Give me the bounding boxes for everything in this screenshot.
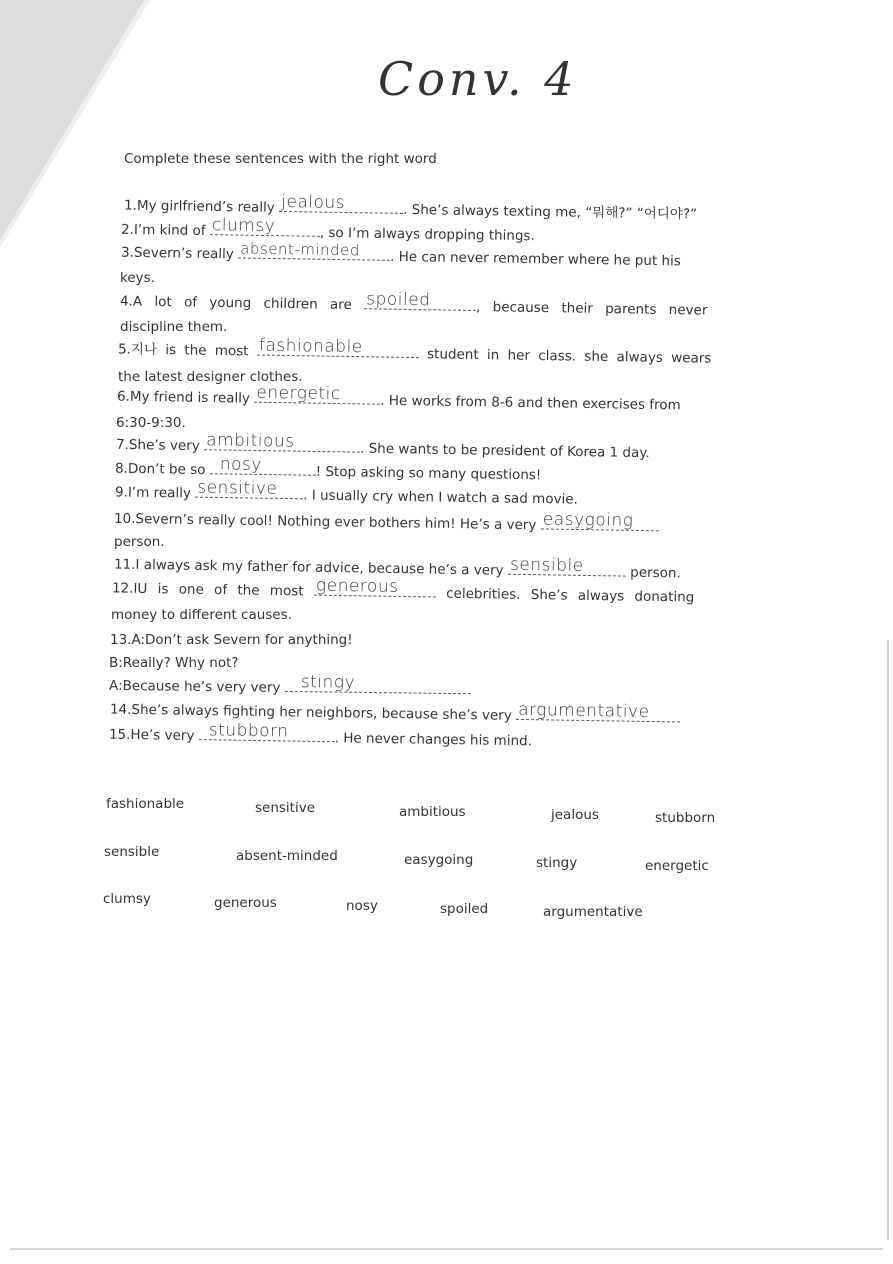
question-10 [114, 508, 659, 537]
question-text: 14.She’s always fighting her neighbors, because she’s very [109, 701, 512, 724]
answer-blank[interactable] [210, 454, 316, 476]
answer-blank[interactable] [199, 720, 335, 742]
word-bank-item: easygoing [404, 852, 474, 868]
handwritten-answer: sensitive [197, 477, 278, 499]
question-9 [114, 477, 578, 508]
word-bank-item: jealous [551, 807, 599, 823]
question-text: 1.My girlfriend’s really [123, 197, 275, 216]
question-text: 4.A lot of young children are [119, 293, 352, 314]
answer-blank[interactable] [257, 335, 419, 359]
handwritten-answer: easygoing [542, 509, 634, 531]
handwritten-answer: clumsy [211, 215, 276, 237]
question-text: student in her class. she always wears [426, 346, 712, 367]
question-text: 11.I always ask my father for advice, because he’s a very [113, 556, 504, 579]
question-text: celebrities. She’s always donating [446, 585, 695, 606]
word-bank-item: fashionable [106, 796, 185, 812]
page-title: Conv. 4 [378, 52, 578, 106]
answer-blank[interactable] [541, 509, 659, 531]
handwritten-answer: jealous [281, 191, 346, 213]
question-text: . I usually cry when I watch a sad movie. [303, 487, 578, 508]
question-text: 9.I’m really [114, 484, 192, 502]
scan-edge-bottom [10, 1248, 883, 1250]
answer-blank[interactable] [508, 554, 626, 577]
answer-blank[interactable] [279, 191, 403, 214]
question-text: . She’s always texting me, “뭐해?” “어디야?” [403, 201, 698, 223]
instructions: Complete these sentences with the right word [124, 151, 437, 167]
word-bank-item: generous [214, 895, 277, 911]
answer-blank[interactable] [195, 477, 303, 500]
question-text: A:Because he’s very very [108, 677, 281, 696]
handwritten-answer: stingy [300, 672, 356, 693]
question-10-continued: person. [114, 534, 165, 550]
question-5-continued: the latest designer clothes. [118, 369, 303, 385]
answer-blank[interactable] [210, 215, 320, 237]
question-13-line-a [108, 672, 471, 699]
word-bank-item: stubborn [655, 810, 716, 826]
question-text: 5.지나 is the most [117, 341, 249, 360]
question-8 [114, 454, 542, 485]
word-bank-item: clumsy [103, 891, 151, 907]
question-6-continued: 6:30-9:30. [116, 415, 186, 431]
handwritten-answer: absent-minded [240, 239, 361, 260]
answer-blank[interactable] [254, 382, 380, 405]
handwritten-answer: ambitious [206, 430, 295, 452]
question-text: 10.Severn’s really cool! Nothing ever bothers him! He’s a very [113, 510, 537, 534]
question-4-continued: discipline them. [120, 319, 228, 335]
question-3-continued: keys. [120, 270, 155, 286]
question-text: . He can never remember where he put his [390, 248, 681, 270]
page-fold-corner [0, 0, 144, 240]
answer-blank[interactable] [364, 289, 476, 311]
word-bank-item: nosy [346, 898, 378, 914]
handwritten-answer: argumentative [518, 699, 650, 722]
question-6 [116, 382, 681, 415]
handwritten-answer: fashionable [258, 335, 363, 358]
word-bank-item: sensitive [255, 800, 316, 816]
question-text: . She wants to be president of Korea 1 day. [359, 440, 650, 462]
answer-blank[interactable] [238, 239, 390, 260]
question-text: 8.Don’t be so [114, 460, 206, 479]
question-text: . He works from 8-6 and then exercises from [380, 392, 681, 414]
question-3 [120, 239, 681, 271]
question-12 [112, 577, 695, 606]
handwritten-answer: generous [315, 575, 399, 597]
question-text: 3.Severn’s really [120, 244, 234, 263]
handwritten-answer: nosy [219, 454, 263, 475]
word-bank-item: absent-minded [236, 848, 338, 864]
answer-blank[interactable] [204, 430, 360, 452]
question-text: , because their parents never [475, 298, 708, 319]
question-12-continued: money to different causes. [111, 607, 292, 623]
word-bank-item: sensible [104, 844, 160, 860]
word-bank-item: spoiled [440, 901, 489, 917]
question-1 [123, 191, 698, 224]
word-bank-item: energetic [645, 858, 709, 874]
answer-blank[interactable] [516, 699, 680, 723]
word-bank-item: stingy [536, 855, 578, 871]
question-7 [115, 430, 650, 462]
question-15 [108, 720, 533, 751]
answer-blank[interactable] [285, 672, 471, 694]
handwritten-answer: sensible [509, 554, 584, 576]
question-text: person. [630, 564, 681, 582]
question-text: 12.IU is one of the most [111, 580, 304, 600]
question-14 [110, 699, 680, 728]
question-13: 13.A:Don’t ask Severn for anything! [110, 632, 353, 648]
answer-blank[interactable] [314, 575, 436, 598]
question-text: ! Stop asking so many questions! [315, 463, 542, 484]
question-text: 15.He’s very [108, 726, 195, 745]
question-text: . He never changes his mind. [334, 730, 533, 750]
question-5 [117, 335, 712, 367]
handwritten-answer: stubborn [208, 720, 289, 742]
handwritten-answer: spoiled [366, 289, 431, 311]
question-text: 7.She’s very [115, 436, 200, 455]
scan-edge-right [887, 640, 889, 1240]
handwritten-answer: energetic [256, 382, 341, 405]
word-bank-item: argumentative [543, 904, 643, 920]
question-text: 2.I’m kind of [120, 221, 206, 240]
question-text: , so I’m always dropping things. [319, 224, 535, 245]
question-13-line-b: B:Really? Why not? [109, 655, 239, 671]
word-bank-item: ambitious [399, 804, 466, 820]
question-text: 6.My friend is really [116, 388, 251, 407]
question-4 [120, 290, 708, 319]
